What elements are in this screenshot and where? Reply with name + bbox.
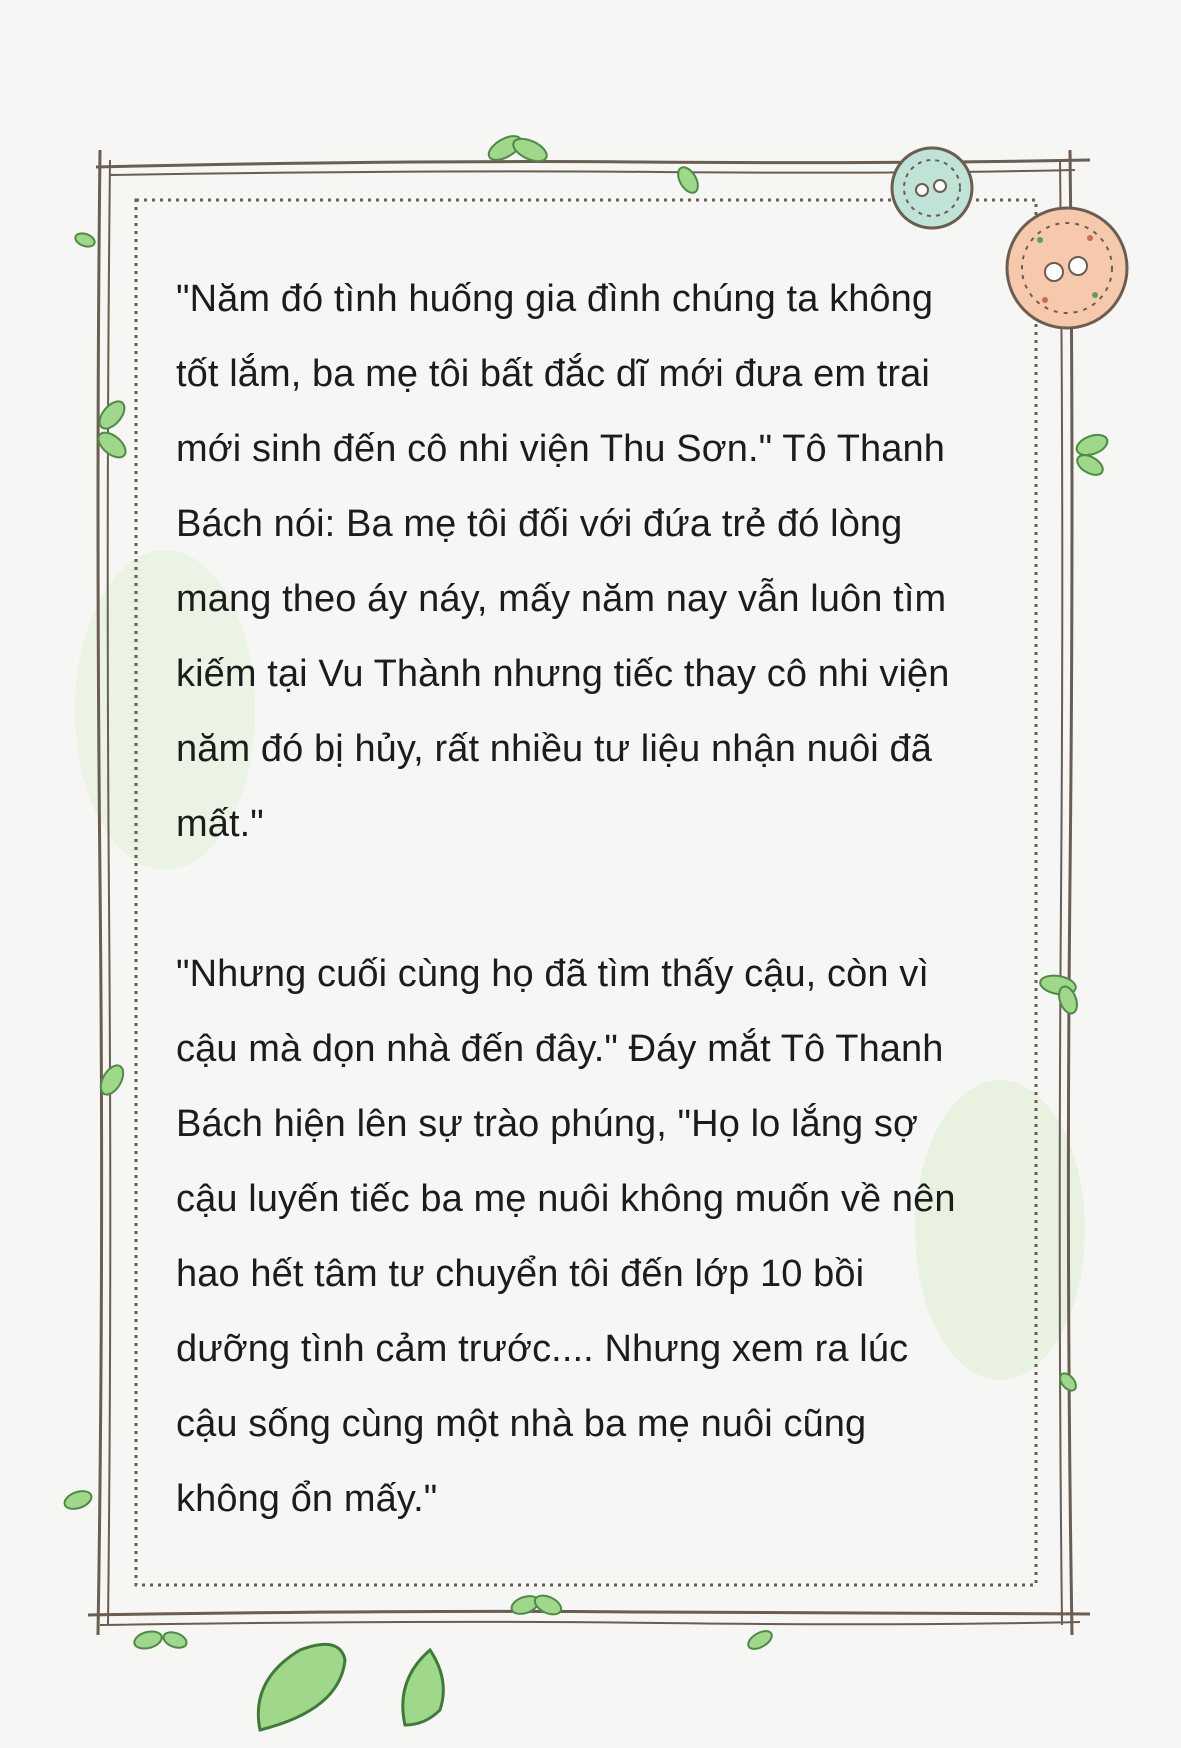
leaf-icon (62, 1488, 94, 1513)
twig-right (1060, 160, 1063, 1625)
leaf-icon (95, 397, 129, 433)
leaf-icon (745, 1627, 775, 1652)
story-paragraph: "Nhưng cuối cùng họ đã tìm thấy cậu, còn vì cậu mà dọn nhà đến đây." Đáy mắt Tô Thanh Bách hiện lên sự trào phúng, "Họ lo lắng sợ cậu luyến tiếc ba mẹ nuôi không muốn về nên hao hết tâm tư chuyển tôi đến lớp 10 bồi dưỡng tình cảm trước.... Nhưng xem ra lúc cậu sống cùng một nhà ba mẹ nuôi cũng không ổn mấy." (176, 953, 956, 1520)
story-text (176, 262, 976, 1537)
leaf-icon (1074, 451, 1106, 479)
twig-bottom (88, 1611, 1090, 1615)
twig-left (98, 150, 102, 1635)
twig-left (108, 160, 111, 1625)
leaf-icon (403, 1650, 444, 1725)
leaf-icon (161, 1629, 188, 1650)
leaf-icon (74, 231, 97, 249)
leaf-icon (532, 1592, 564, 1618)
twig-right (1068, 150, 1072, 1635)
cookie-icon (1007, 208, 1127, 328)
leaf-icon (1074, 431, 1110, 459)
story-paragraph: "Năm đó tình huống gia đình chúng ta không tốt lắm, ba mẹ tôi bất đắc dĩ mới đưa em trai mới sinh đến cô nhi viện Thu Sơn." Tô Thanh Bách nói: Ba mẹ tôi đối với đứa trẻ đó lòng mang theo áy náy, mấy năm nay vẫn luôn tìm kiếm tại Vu Thành nhưng tiếc thay cô nhi viện năm đó bị hủy, rất nhiều tư liệu nhận nuôi đã mất." (176, 278, 950, 845)
leaf-icon (258, 1644, 345, 1730)
cookie-icon (892, 148, 972, 228)
leaf-icon (674, 164, 702, 196)
twig-bottom (100, 1622, 1080, 1625)
leaf-icon (132, 1629, 163, 1652)
